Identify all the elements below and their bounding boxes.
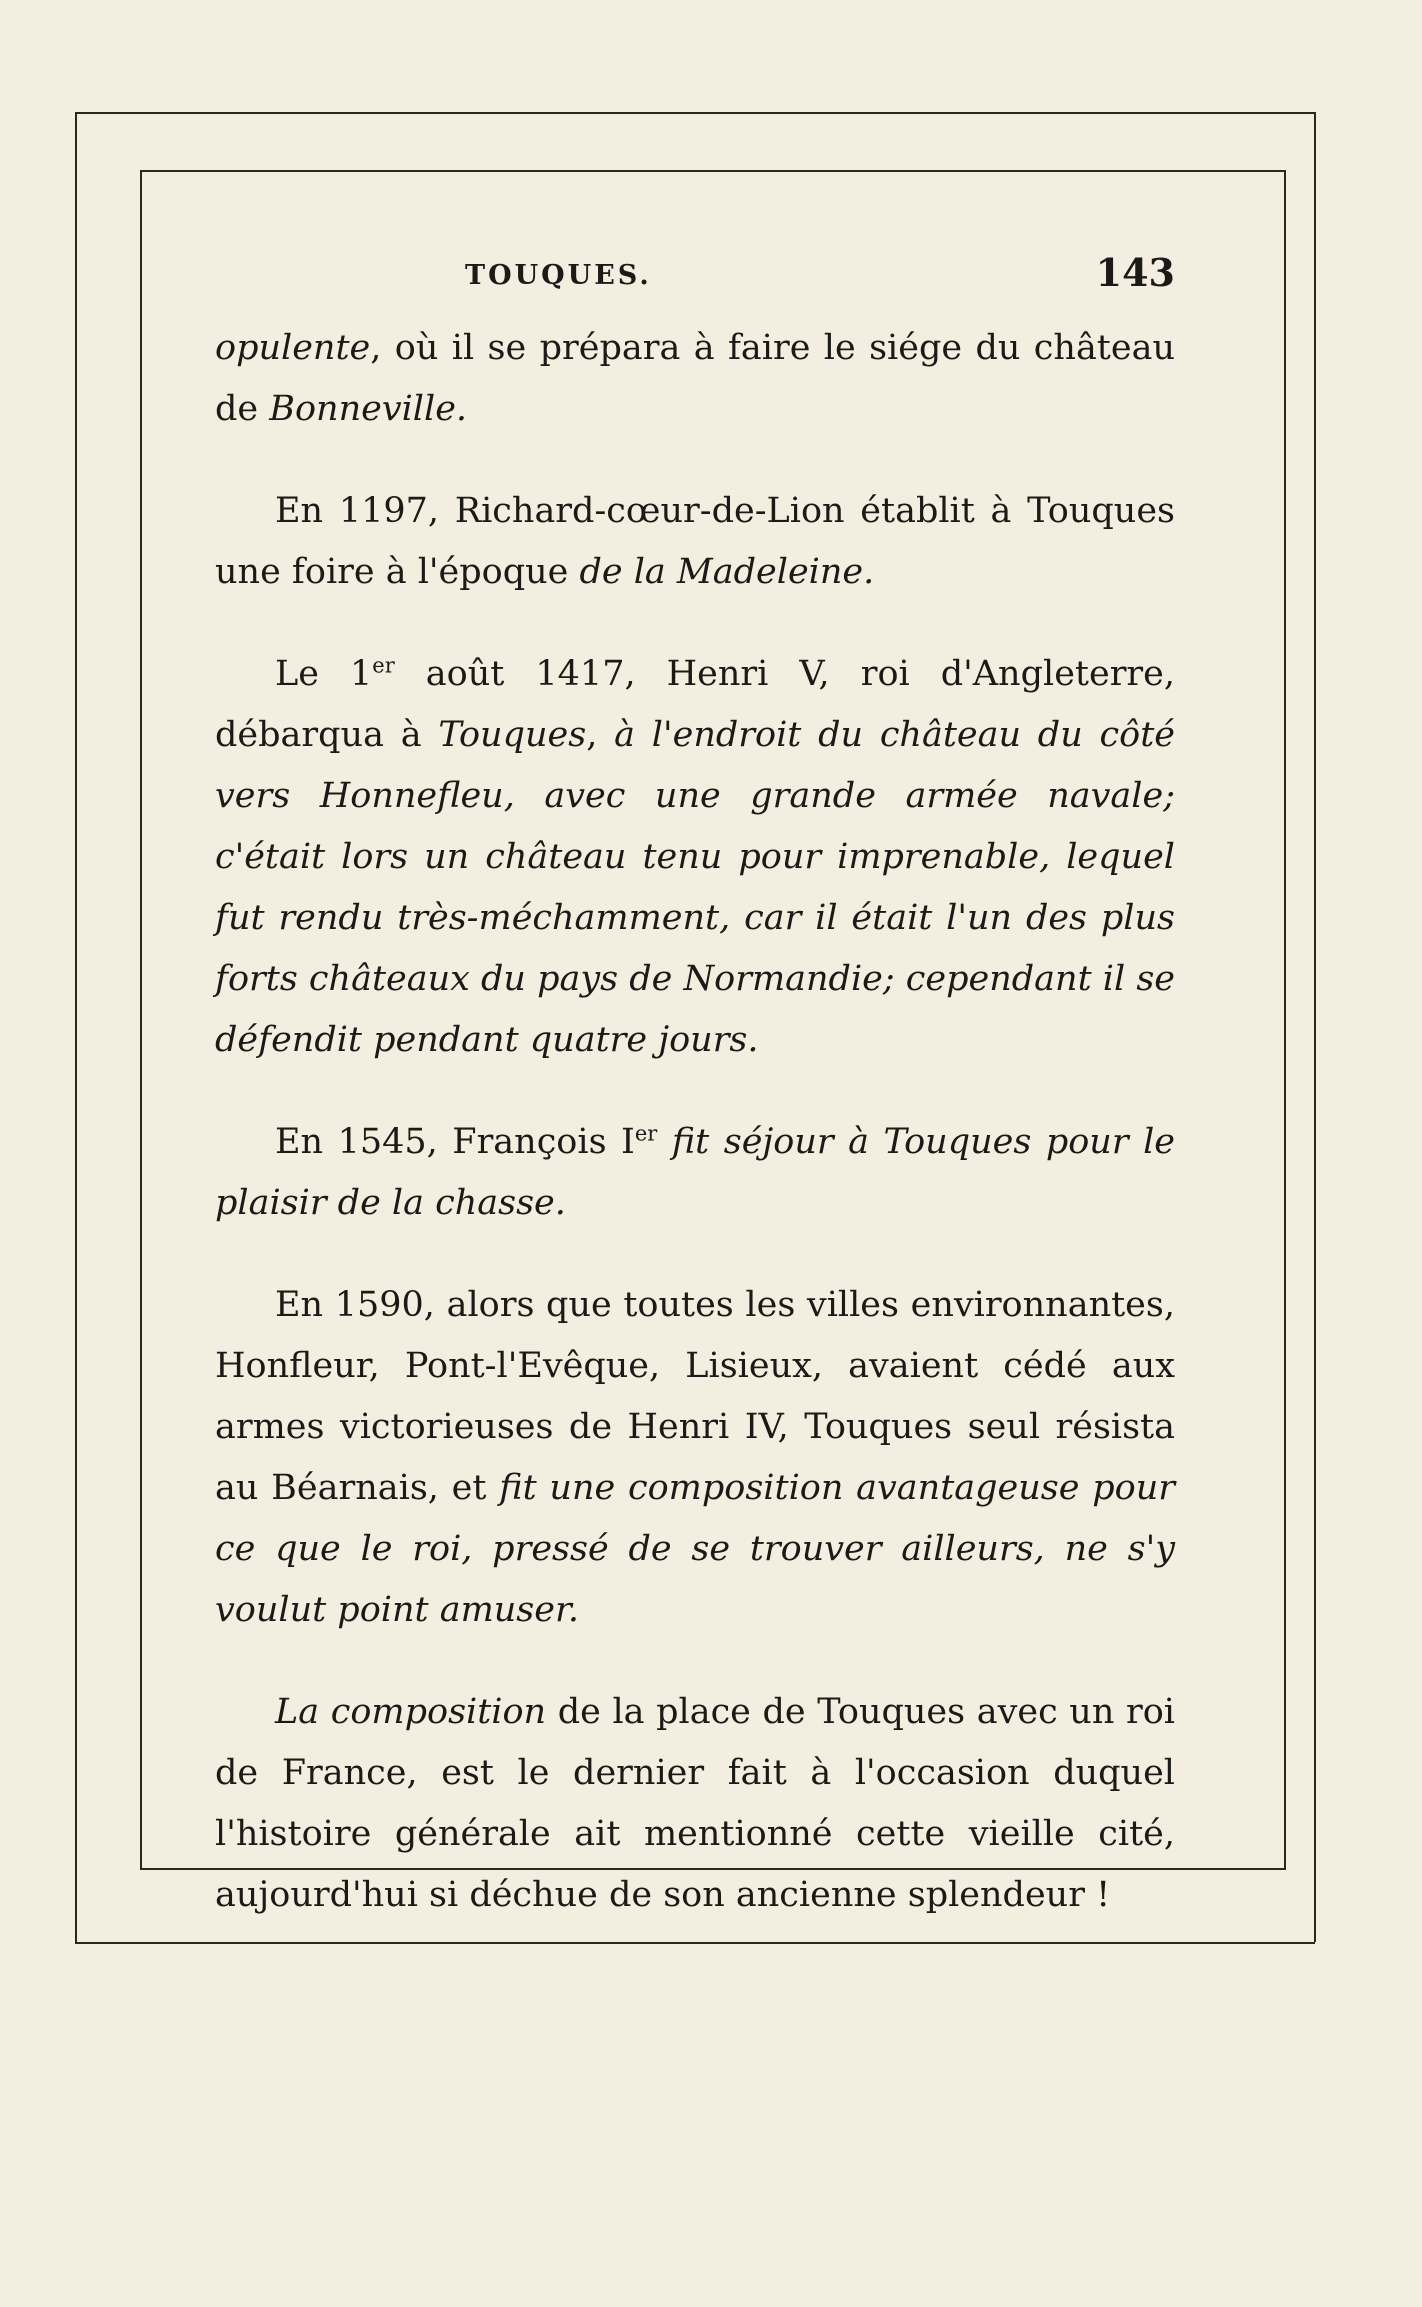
paragraph (215, 318, 1175, 440)
paragraph (215, 1112, 1175, 1234)
italic-text: opulente (215, 328, 371, 368)
text-run (657, 1122, 672, 1162)
frame-inner-top (140, 170, 1285, 172)
text-run: , (586, 715, 615, 755)
italic-text: Touques (438, 715, 587, 755)
text-run: , où il se prépara à faire le siége du château de (215, 328, 1175, 429)
italic-text: fit séjour à Touques pour le plaisir de la chasse. (215, 1122, 1175, 1223)
superscript-text: er (372, 653, 395, 678)
paragraph (215, 1275, 1175, 1641)
page-header (215, 250, 1175, 310)
paragraph (215, 644, 1175, 1071)
text-run: En 1197, Richard-cœur-de-Lion établit à Touques une foire à l'époque (215, 491, 1175, 592)
superscript-text: er (634, 1121, 658, 1146)
text-run: août 1417, Henri V, roi d'Angleterre, débarqua à (215, 654, 1175, 755)
text-run: de la place de Touques avec un roi de France, est le dernier fait à l'occasion duquel l'histoire générale ait mentionné cette vieille cité, aujourd'hui si déchue de son ancienne splendeur ! (215, 1692, 1175, 1915)
running-title: TOUQUES. (465, 260, 652, 291)
body-text (215, 318, 1175, 1967)
frame-outer-right (1314, 112, 1316, 1942)
italic-text: de la Madeleine. (579, 552, 875, 592)
italic-text: à l'endroit du château du côté vers Honnefleu, avec une grande armée navale; c'était lors un château tenu pour imprenable, lequel fut rendu très-méchamment, car il était l'un des plus forts châteaux du pays de Normandie; cependant il se défendit pendant quatre jours. (215, 715, 1175, 1060)
page-number: 143 (1095, 250, 1175, 295)
frame-outer-left (75, 112, 77, 1942)
text-run: Le 1 (275, 654, 373, 694)
italic-text: Bonneville. (269, 389, 468, 429)
frame-inner-left (140, 170, 142, 1870)
frame-inner-right (1284, 170, 1286, 1870)
paragraph (215, 1682, 1175, 1926)
italic-text: La composition (275, 1692, 547, 1732)
text-run: En 1590, alors que toutes les villes environnantes, Honfleur, Pont-l'Evêque, Lisieux, avaient cédé aux armes victorieuses de Henri IV, Touques seul résista au Béarnais, et (215, 1285, 1175, 1508)
italic-text: fit une composition avantageuse pour ce que le roi, pressé de se trouver ailleurs, ne s'y voulut point amuser. (215, 1468, 1175, 1630)
paragraph (215, 481, 1175, 603)
text-run: En 1545, François I (275, 1122, 635, 1162)
frame-outer-top (75, 112, 1315, 114)
